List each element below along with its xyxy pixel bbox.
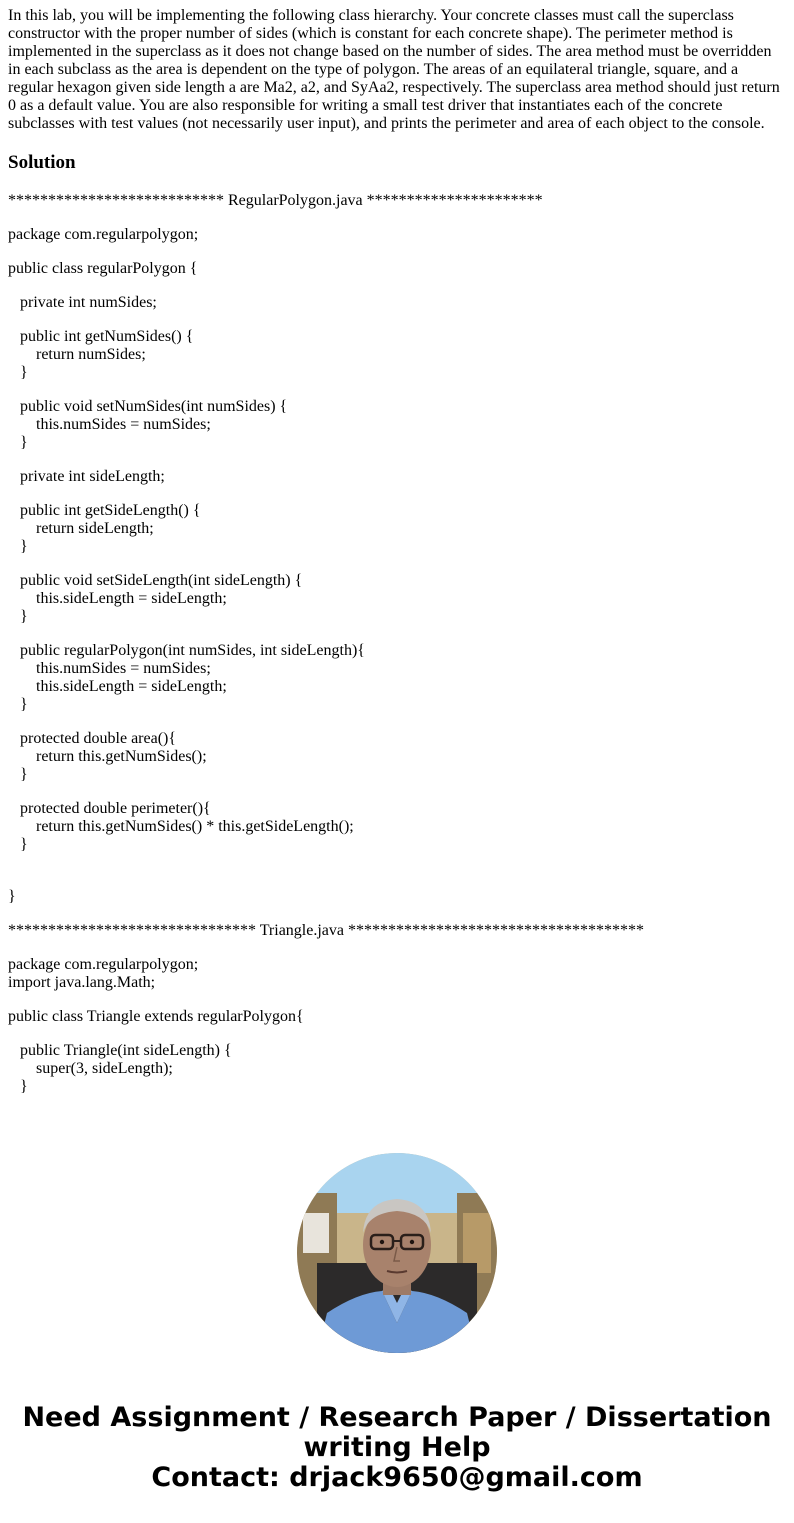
code-blank-line: [8, 452, 784, 468]
code-line: }: [8, 434, 28, 451]
code-line: }: [8, 766, 28, 783]
code-blank-line: [8, 784, 784, 800]
code-blank-line: [8, 1026, 784, 1042]
code-line: public class regularPolygon {: [8, 260, 198, 277]
code-line: }: [8, 696, 28, 713]
code-line: public int getNumSides() {: [8, 328, 194, 345]
author-avatar: [297, 1153, 497, 1353]
code-line: public int getSideLength() {: [8, 502, 201, 519]
code-line: return numSides;: [8, 346, 146, 363]
code-blank-line: [8, 382, 784, 398]
code-blank-line: [8, 940, 784, 956]
code-listing: [8, 192, 784, 1096]
code-blank-line: [8, 626, 784, 642]
code-line: public void setNumSides(int numSides) {: [8, 398, 288, 415]
contact-banner: [0, 1403, 794, 1493]
code-blank-line: [8, 854, 784, 888]
code-line: this.sideLength = sideLength;: [8, 678, 227, 695]
code-line: }: [8, 364, 28, 381]
code-line: }: [8, 888, 16, 905]
code-line: import java.lang.Math;: [8, 974, 156, 991]
code-line: public void setSideLength(int sideLength) {: [8, 572, 303, 589]
code-line: private int numSides;: [8, 294, 157, 311]
code-line: package com.regularpolygon;: [8, 956, 199, 973]
code-line: this.sideLength = sideLength;: [8, 590, 227, 607]
code-blank-line: [8, 244, 784, 260]
code-blank-line: [8, 906, 784, 922]
code-line: protected double perimeter(){: [8, 800, 211, 817]
code-blank-line: [8, 210, 784, 226]
contact-line-2: writing Help: [303, 1432, 491, 1463]
code-line: private int sideLength;: [8, 468, 165, 485]
question-text: In this lab, you will be implementing the following class hierarchy. Your concrete classes must call the superclass constructor with the proper number of sides (which is constant for each concrete shape). The perimeter method is implemented in the superclass as it does not change based on the number of sides. The area method must be overridden in each subclass as the area is dependent on the type of polygon. The areas of an equilateral triangle, square, and a regular hexagon given side length a are Ma2, a2, and SyAa2, respectively. The superclass area method should just return 0 as a default value. You are also responsible for writing a small test driver that instantiates each of the concrete subclasses with test values (not necessarily user input), and prints the perimeter and area of each object to the console.: [8, 7, 780, 132]
code-blank-line: [8, 556, 784, 572]
code-blank-line: [8, 714, 784, 730]
code-blank-line: [8, 312, 784, 328]
code-blank-line: [8, 486, 784, 502]
code-line: public regularPolygon(int numSides, int sideLength){: [8, 642, 365, 659]
code-line: this.numSides = numSides;: [8, 416, 211, 433]
code-line: ******************************* Triangle.java *************************************: [8, 922, 644, 939]
code-line: }: [8, 836, 28, 853]
code-line: return this.getNumSides();: [8, 748, 207, 765]
code-line: this.numSides = numSides;: [8, 660, 211, 677]
code-line: }: [8, 538, 28, 555]
code-line: public Triangle(int sideLength) {: [8, 1042, 232, 1059]
code-line: protected double area(){: [8, 730, 177, 747]
contact-line-1: Need Assignment / Research Paper / Dissertation: [22, 1402, 772, 1433]
code-line: return this.getNumSides() * this.getSideLength();: [8, 818, 354, 835]
code-line: }: [8, 608, 28, 625]
code-line: super(3, sideLength);: [8, 1060, 173, 1077]
author-photo: [297, 1153, 497, 1353]
contact-email: Contact: drjack9650@gmail.com: [151, 1462, 643, 1493]
code-line: public class Triangle extends regularPolygon{: [8, 1008, 304, 1025]
code-line: package com.regularpolygon;: [8, 226, 199, 243]
code-line: return sideLength;: [8, 520, 154, 537]
code-blank-line: [8, 278, 784, 294]
code-line: *************************** RegularPolygon.java **********************: [8, 192, 543, 209]
code-blank-line: [8, 992, 784, 1008]
code-line: }: [8, 1078, 28, 1095]
solution-heading: Solution: [8, 152, 76, 173]
